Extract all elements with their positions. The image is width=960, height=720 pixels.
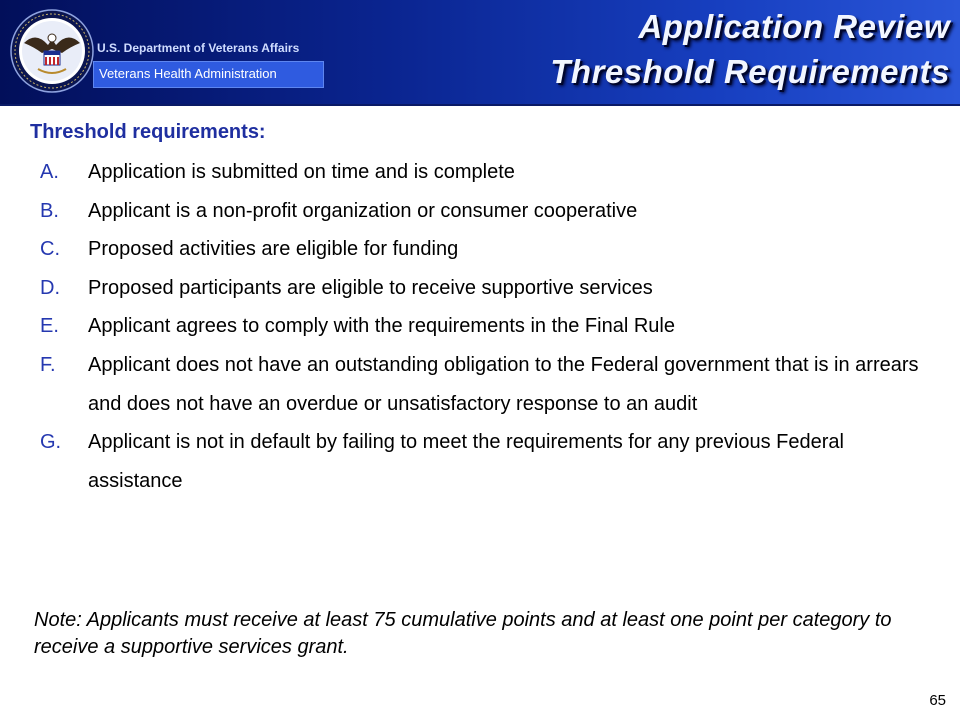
list-item-text: Application is submitted on time and is complete [88,161,515,183]
page-number: 65 [929,692,946,709]
list-item [40,153,940,192]
list-item-text: Applicant is not in default by failing to meet the requirements for any previous Federal assistance [88,431,844,492]
list-item [40,230,940,269]
subheading: Threshold requirements: [30,121,266,143]
list-item-letter: F. [40,353,56,376]
list-item-letter: G. [40,431,62,454]
list-item-text: Applicant is a non-profit organization or consumer cooperative [88,199,638,222]
agency-name: U.S. Department of Veterans Affairs [97,41,300,55]
slide-header [0,0,960,106]
list-item-letter: D. [40,276,60,299]
requirements-list [40,153,940,500]
list-item-text: Applicant does not have an outstanding obligation to the Federal government that is in arrears and does not have an overdue or unsatisfactory response to an audit [88,353,919,415]
list-item-text: Proposed participants are eligible to receive supportive services [88,276,653,299]
list-item [40,192,940,231]
note-text: Note: Applicants must receive at least 75 cumulative points and at least one point per category to receive a supportive services grant. [34,609,892,658]
title-line-2: Threshold Requirements [550,53,950,90]
list-item-letter: A. [40,161,59,183]
list-item [40,423,940,500]
list-item-letter: B. [40,199,59,222]
slide-title [550,4,950,94]
va-seal-icon [10,9,94,93]
list-item [40,269,940,308]
list-item-text: Proposed activities are eligible for funding [88,238,459,261]
list-item-letter: E. [40,315,59,338]
list-item-letter: C. [40,238,60,261]
title-line-1: Application Review [638,8,950,45]
list-item [40,346,940,423]
list-item-text: Applicant agrees to comply with the requirements in the Final Rule [88,315,675,338]
administration-name: Veterans Health Administration [99,66,277,81]
list-item [40,307,940,346]
